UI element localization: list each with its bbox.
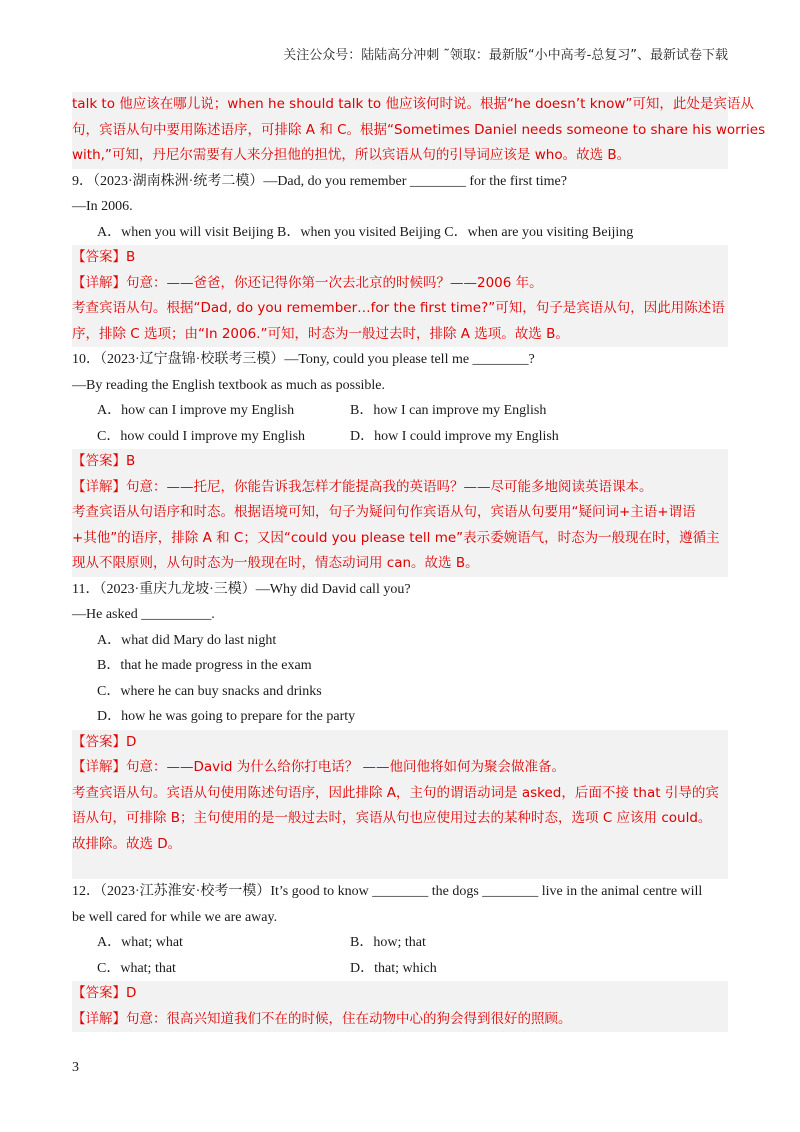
- detail-line: 考查宾语从句。宾语从句使用陈述句语序，因此排除 A，主句的谓语动词是 asked，后面不接 that 引导的宾: [72, 784, 719, 801]
- option-b: B．that he made progress in the exam: [97, 658, 312, 673]
- question-stem: 12．（2023·江苏淮安·校考一模）It’s good to know ________ the dogs ________ live in the animal centre will: [72, 884, 703, 899]
- question-9: [72, 169, 728, 348]
- option-a: A．what; what: [97, 935, 183, 950]
- answer-label: 【答案】B: [72, 453, 136, 469]
- answer-label: 【答案】B: [72, 249, 136, 265]
- options-row: [72, 398, 728, 424]
- question-reply: —In 2006.: [72, 199, 133, 214]
- detail-line: 【详解】句意：——爸爸，你还记得你第一次去北京的时候吗？——2006 年。: [72, 274, 543, 291]
- option-d: D．how I could improve my English: [350, 428, 559, 444]
- options-row: [72, 424, 728, 450]
- detail-line: 现从不限原则，从句时态为一般现在时，情态动词用 can。故选 B。: [72, 555, 479, 571]
- option-b: B．how; that: [350, 935, 426, 950]
- option-c: C．where he can buy snacks and drinks: [97, 683, 322, 699]
- detail-line: 【详解】句意：很高兴知道我们不在的时候，住在动物中心的狗会得到很好的照顾。: [72, 1010, 572, 1027]
- detail-line: 故排除。故选 D。: [72, 835, 182, 852]
- detail-line: +其他”的语序，排除 A 和 C；又因“could you please tell me”表示委婉语气，时态为一般现在时，遵循主: [72, 529, 720, 546]
- option-a: A．what did Mary do last night: [97, 632, 277, 648]
- options-row: [72, 930, 728, 956]
- option-c: C．what; that: [97, 960, 176, 976]
- question-reply: —By reading the English textbook as much as possible.: [72, 377, 386, 393]
- question-reply: —He asked __________.: [72, 607, 215, 622]
- option-b: B．how I can improve my English: [350, 403, 547, 418]
- question-10: [72, 347, 728, 577]
- answer-block: [72, 449, 728, 577]
- explanation-block: [72, 92, 766, 169]
- question-options: A．when you will visit Beijing B．when you visited Beijing C．when are you visiting Beijing: [97, 224, 634, 240]
- question-stem-continued: be well cared for while we are away.: [72, 909, 278, 925]
- options-row: [72, 956, 728, 982]
- option-d: D．how he was going to prepare for the party: [97, 709, 356, 724]
- answer-label: 【答案】D: [72, 985, 137, 1001]
- explanation-line: talk to 他应该在哪儿说；when he should talk to 他应该何时说。根据“he doesn’t know”可知，此处是宾语从: [72, 96, 754, 112]
- question-stem: 11．（2023·重庆九龙坡·三模）—Why did David call you?: [72, 581, 411, 597]
- page-number: 3: [72, 1060, 79, 1075]
- explanation-line: with,”可知，丹尼尔需要有人来分担他的担忧，所以宾语从句的引导词应该是 who。故选 B。: [72, 147, 631, 163]
- option-c: C．how could I improve my English: [97, 428, 306, 444]
- answer-block: [72, 981, 728, 1032]
- answer-label: 【答案】D: [72, 733, 137, 750]
- page-content: [72, 92, 766, 1032]
- answer-block: [72, 245, 728, 347]
- spacer: [72, 857, 728, 879]
- option-a: A．how can I improve my English: [97, 403, 295, 418]
- detail-line: 考查宾语从句语序和时态。根据语境可知，句子为疑问句作宾语从句，宾语从句要用“疑问词+主语+谓语: [72, 504, 696, 520]
- question-12: [72, 879, 728, 1032]
- answer-block: [72, 730, 728, 880]
- question-stem: 9．（2023·湖南株洲·统考二模）—Dad, do you remember ________ for the first time?: [72, 173, 567, 189]
- question-stem: 10．（2023·辽宁盘锦·校联考三模）—Tony, could you please tell me ________?: [72, 352, 535, 367]
- page-header: 关注公众号：陆陆高分冲刺 ˜领取：最新版“小中高考-总复习”、最新试卷下载: [283, 48, 728, 63]
- detail-line: 【详解】句意：——托尼，你能告诉我怎样才能提高我的英语吗？——尽可能多地阅读英语课本。: [72, 478, 653, 495]
- detail-line: 【详解】句意：——David 为什么给你打电话？ ——他问他将如何为聚会做准备。: [72, 759, 566, 775]
- detail-line: 考查宾语从句。根据“Dad, do you remember…for the first time?”可知，句子是宾语从句，因此用陈述语: [72, 300, 725, 316]
- option-d: D．that; which: [350, 960, 437, 976]
- question-11: [72, 577, 728, 880]
- explanation-line: 句，宾语从句中要用陈述语序，可排除 A 和 C。根据“Sometimes Daniel needs someone to share his worries: [72, 121, 766, 138]
- detail-line: 语从句，可排除 B；主句使用的是一般过去时，宾语从句也应使用过去的某种时态，选项 C 应该用 could。: [72, 810, 712, 826]
- detail-line: 序，排除 C 选项；由“In 2006.”可知，时态为一般过去时，排除 A 选项。故选 B。: [72, 325, 569, 342]
